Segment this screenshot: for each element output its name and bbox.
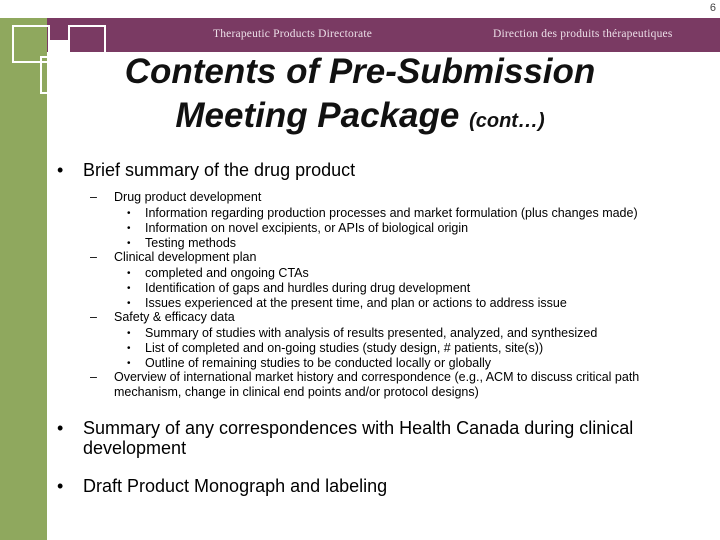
title-line-2-main: Meeting Package (175, 96, 460, 135)
side-accent-bar (0, 18, 47, 540)
bullet-icon: • (127, 283, 131, 294)
list-item (57, 220, 697, 235)
title-line-2 (60, 94, 660, 143)
list-item-text: List of completed and on-going studies (study design, # patients, site(s)) (145, 341, 544, 355)
list-item (57, 235, 697, 250)
bullet-icon: • (127, 358, 131, 369)
list-item (57, 265, 697, 280)
page-number: 6 (709, 2, 716, 14)
list-item-text: Information on novel excipients, or APIs of biological origin (145, 221, 469, 235)
list-item-text: Issues experienced at the present time, and plan or actions to address issue (145, 296, 567, 310)
bullet-icon: • (127, 238, 131, 249)
list-item-text: Information regarding production processes and market formulation (plus changes made) (145, 206, 638, 220)
bullet-icon: • (57, 418, 64, 438)
list-item (57, 205, 697, 220)
bullet-monograph (57, 476, 697, 496)
sub-bullet-market-history (57, 370, 697, 400)
dash-icon: – (90, 370, 97, 384)
list-item (57, 325, 697, 340)
header-band (47, 18, 720, 52)
bullet-icon: • (127, 268, 131, 279)
list-item-text: Outline of remaining studies to be conducted locally or globally (145, 356, 492, 370)
bullet-icon: • (127, 343, 131, 354)
sub-bullet-text: Drug product development (114, 190, 262, 204)
slide-content (57, 160, 697, 496)
list-item-text: Testing methods (145, 236, 237, 250)
bullet-text: Draft Product Monograph and labeling (83, 476, 388, 496)
bullet-icon: • (127, 208, 131, 219)
title-line-1: Contents of Pre-Submission (124, 52, 596, 91)
sub-bullet-text: Safety & efficacy data (114, 310, 235, 324)
header-french: Direction des produits thérapeutiques (493, 28, 673, 40)
sub-bullet-drug-development (57, 190, 697, 205)
slide-title (60, 50, 660, 143)
list-item-text: Summary of studies with analysis of results presented, analyzed, and synthesized (145, 326, 598, 340)
bullet-icon: • (127, 328, 131, 339)
title-suffix: (cont…) (469, 110, 545, 132)
list-item (57, 295, 697, 310)
dash-icon: – (90, 190, 97, 204)
bullet-text: Brief summary of the drug product (83, 160, 356, 180)
bullet-text: Summary of any correspondences with Health Canada during clinical development (83, 418, 634, 458)
list-item-text: Identification of gaps and hurdles during drug development (145, 281, 471, 295)
header-english: Therapeutic Products Directorate (213, 28, 373, 40)
sub-bullet-text: Overview of international market history and correspondence (e.g., ACM to discuss critical path mechanism, change in clinical end points and/or protocol designs) (114, 370, 640, 399)
sub-bullet-clinical-plan (57, 250, 697, 265)
dash-icon: – (90, 250, 97, 264)
list-item-text: completed and ongoing CTAs (145, 266, 309, 280)
list-item (57, 355, 697, 370)
sub-bullet-text: Clinical development plan (114, 250, 257, 264)
bullet-icon: • (127, 223, 131, 234)
bullet-icon: • (127, 298, 131, 309)
list-item (57, 340, 697, 355)
dash-icon: – (90, 310, 97, 324)
bullet-icon: • (57, 160, 64, 180)
list-item (57, 280, 697, 295)
sub-bullet-safety-efficacy (57, 310, 697, 325)
bullet-correspondences (57, 418, 697, 458)
bullet-drug-summary (57, 160, 697, 180)
bullet-icon: • (57, 476, 64, 496)
